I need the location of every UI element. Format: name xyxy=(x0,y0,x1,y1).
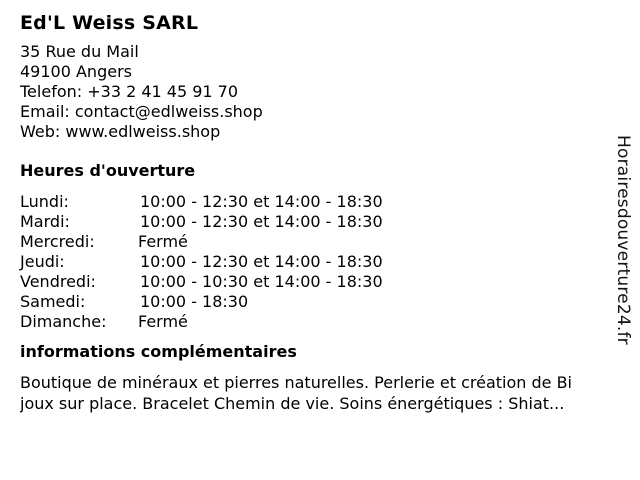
watermark-text: Horairesdouverture24.fr xyxy=(613,135,633,345)
hours-value: 10:00 - 12:30 et 14:00 - 18:30 xyxy=(140,252,383,271)
hours-row-wednesday xyxy=(20,232,620,252)
business-card xyxy=(20,10,620,414)
day-label: Lundi: xyxy=(20,192,69,211)
day-label: Samedi: xyxy=(20,292,86,311)
hours-row-saturday xyxy=(20,292,620,312)
hours-value: 10:00 - 10:30 et 14:00 - 18:30 xyxy=(140,272,383,291)
business-name: Ed'L Weiss SARL xyxy=(20,12,199,34)
day-label: Jeudi: xyxy=(20,252,65,271)
hours-value: Fermé xyxy=(138,232,188,251)
contact-block xyxy=(20,42,620,142)
opening-hours-table xyxy=(20,192,620,332)
hours-row-sunday xyxy=(20,312,620,332)
phone-number[interactable]: Telefon: +33 2 41 45 91 70 xyxy=(20,82,239,101)
day-label: Vendredi: xyxy=(20,272,96,291)
website[interactable]: Web: www.edlweiss.shop xyxy=(20,122,221,141)
hours-row-tuesday xyxy=(20,212,620,232)
additional-info-line: Boutique de minéraux et pierres naturelles. Perlerie et création de Bi xyxy=(20,373,572,392)
hours-value: Fermé xyxy=(138,312,188,331)
hours-row-friday xyxy=(20,272,620,292)
hours-row-monday xyxy=(20,192,620,212)
email-address[interactable]: Email: contact@edlweiss.shop xyxy=(20,102,263,121)
hours-row-thursday xyxy=(20,252,620,272)
day-label: Mercredi: xyxy=(20,232,95,251)
additional-info-text xyxy=(20,372,620,414)
hours-value: 10:00 - 18:30 xyxy=(140,292,249,311)
street-address: 35 Rue du Mail xyxy=(20,42,139,61)
additional-info-line: joux sur place. Bracelet Chemin de vie. Soins énergétiques : Shiat... xyxy=(20,394,565,413)
watermark xyxy=(612,135,632,347)
hours-value: 10:00 - 12:30 et 14:00 - 18:30 xyxy=(140,212,383,231)
opening-hours-heading: Heures d'ouverture xyxy=(20,161,196,180)
additional-info-heading: informations complémentaires xyxy=(20,342,297,361)
day-label: Mardi: xyxy=(20,212,70,231)
day-label: Dimanche: xyxy=(20,312,107,331)
hours-value: 10:00 - 12:30 et 14:00 - 18:30 xyxy=(140,192,383,211)
city-address: 49100 Angers xyxy=(20,62,132,81)
